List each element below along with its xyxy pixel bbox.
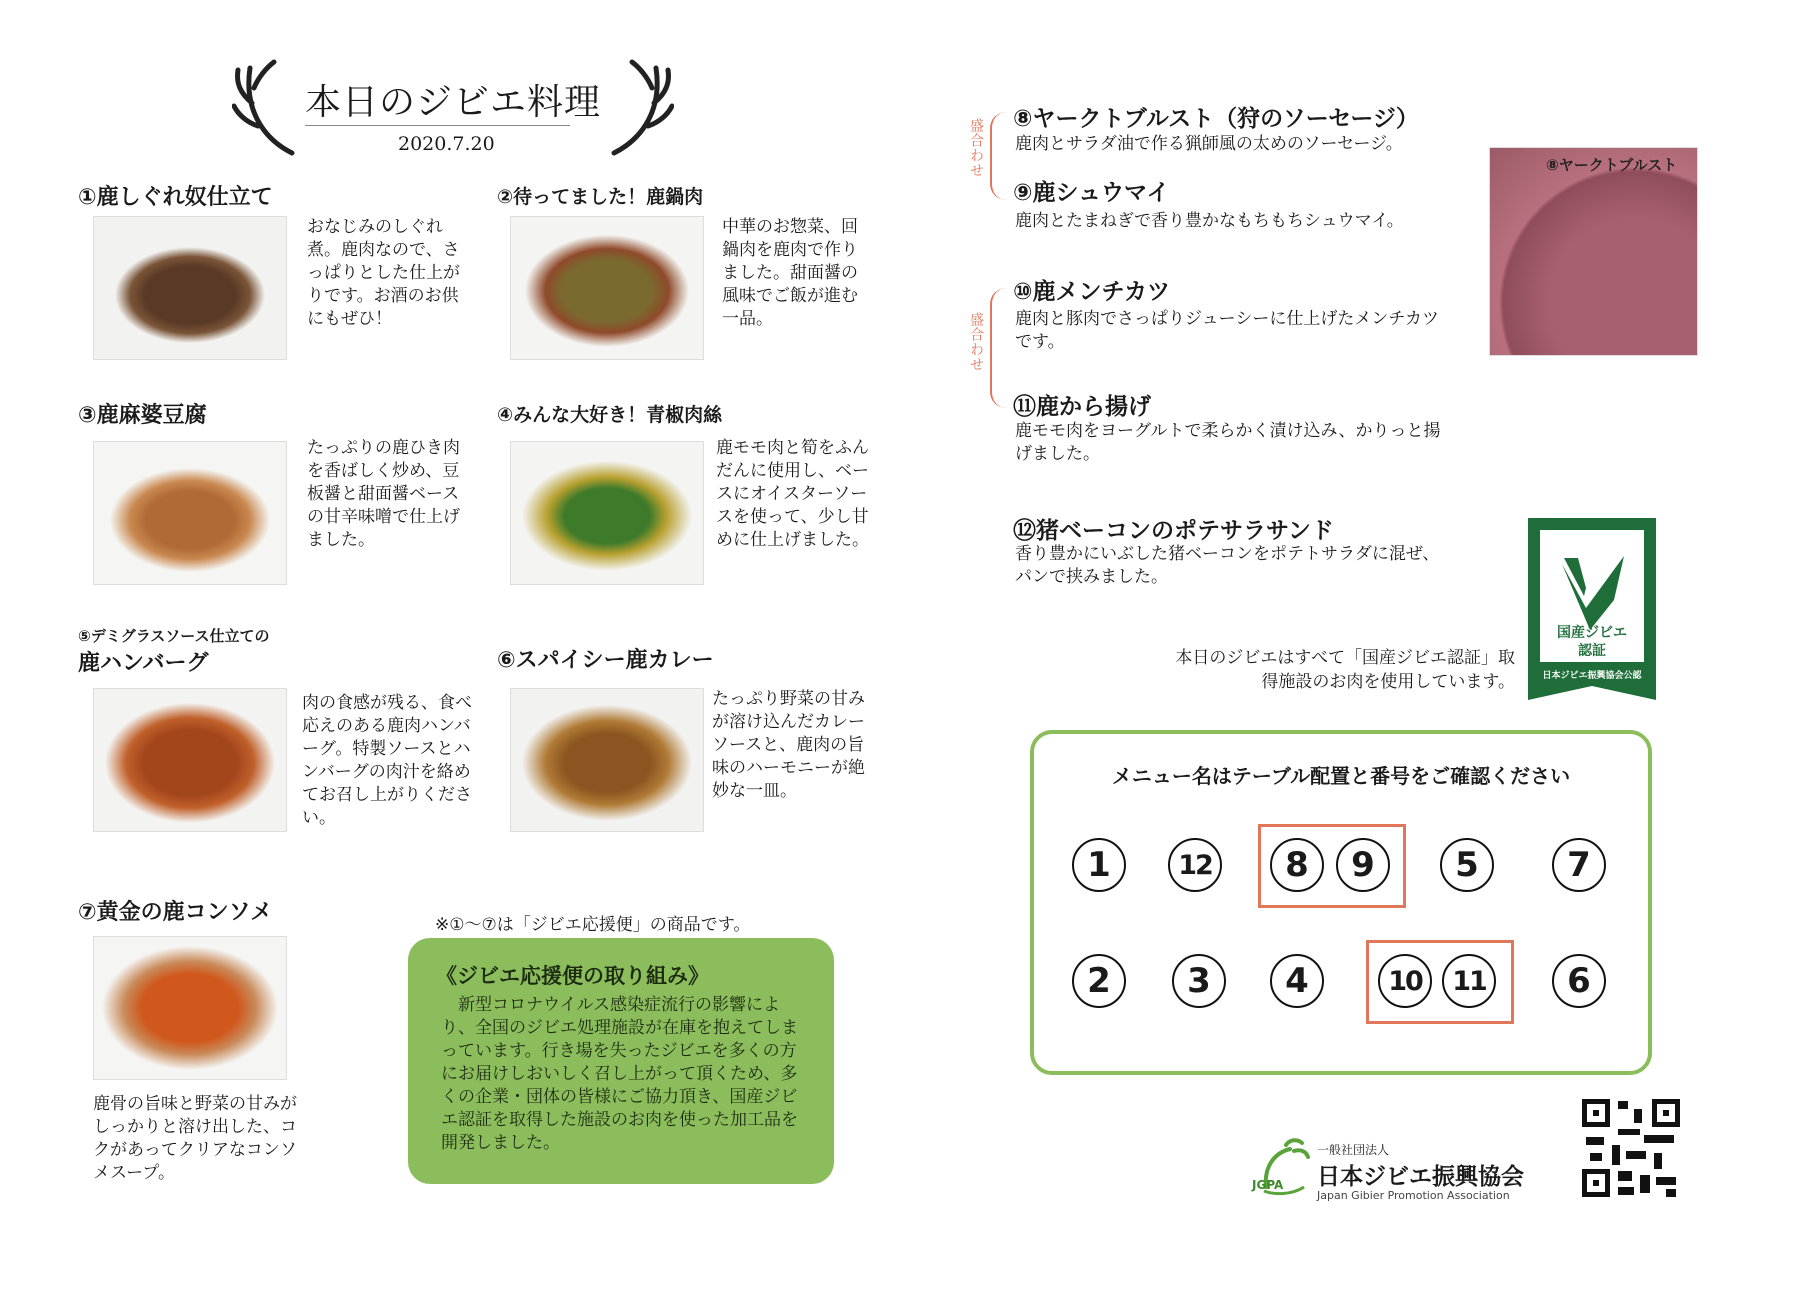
dish-6-title: ⑥スパイシー鹿カレー: [497, 648, 714, 673]
table-layout-box: [1030, 730, 1652, 1075]
qr-module: [1618, 1187, 1634, 1195]
qr-finder-tr: [1652, 1099, 1680, 1127]
table-seat-8: 8: [1270, 838, 1324, 892]
dish-6-photo: [510, 688, 704, 832]
qr-module: [1618, 1101, 1628, 1109]
qr-module: [1654, 1153, 1662, 1169]
dish-4-desc: 鹿モモ肉と筍をふんだんに使用し、ベースにオイスターソースを使って、少し甘めに仕上げました。: [716, 438, 869, 550]
cert-badge-line1: 国産ジビエ: [1557, 625, 1627, 641]
title-underline: [305, 125, 570, 126]
cert-badge-line2: 認証: [1578, 643, 1606, 659]
dish-5-title: 鹿ハンバーグ: [78, 651, 209, 676]
item-8-title: ⑧ヤークトブルスト（狩のソーセージ）: [1013, 106, 1419, 132]
qr-module: [1640, 1175, 1650, 1193]
group-label-10-11: 盛合わせ: [968, 312, 984, 372]
qr-module: [1618, 1171, 1632, 1181]
item-9-desc: 鹿肉とたまねぎで香り豊かなもちもちシュウマイ。: [1015, 211, 1404, 231]
group-bracket-10-11: [990, 288, 1006, 408]
qr-module: [1586, 1137, 1604, 1145]
qr-finder-bl: [1582, 1169, 1610, 1197]
dish-2-title: ②待ってました！鹿鍋肉: [497, 186, 704, 208]
jgpa-mark: JGPA: [1252, 1178, 1284, 1192]
cert-badge: [1528, 518, 1656, 700]
item-11-title: ⑪鹿から揚げ: [1013, 394, 1151, 420]
qr-module: [1626, 1151, 1646, 1159]
table-seat-7: 7: [1552, 838, 1606, 892]
left-antler-icon: [232, 48, 302, 158]
dish-4-photo: [510, 441, 704, 585]
sausage-photo: [1489, 147, 1698, 356]
page-title: 本日のジビエ料理: [305, 82, 602, 123]
item-11-desc: 鹿モモ肉をヨーグルトで柔らかく漬け込み、かりっと揚げました。: [1015, 421, 1441, 464]
qr-module: [1618, 1129, 1640, 1135]
table-layout-heading: メニュー名はテーブル配置と番号をご確認ください: [1111, 764, 1571, 788]
dish-3-title: ③鹿麻婆豆腐: [78, 403, 207, 428]
support-box: [408, 938, 834, 1184]
table-seat-9: 9: [1336, 838, 1390, 892]
dish-7-desc: 鹿骨の旨味と野菜の甘みがしっかりと溶け出した、コクがあってクリアなコンソメスープ。: [93, 1094, 297, 1183]
table-seat-12: 12: [1168, 838, 1222, 892]
dish-1-title: ①鹿しぐれ奴仕立て: [78, 185, 273, 210]
item-10-title: ⑩鹿メンチカツ: [1013, 279, 1171, 305]
dish-5-subtitle: ⑤デミグラスソース仕立ての: [78, 627, 270, 645]
dish-7-photo: [93, 936, 287, 1080]
item-12-desc: 香り豊かにいぶした猪ベーコンをポテトサラダに混ぜ、パンで挟みました。: [1015, 544, 1440, 587]
dish-5-desc: 肉の食感が残る、食べ応えのある鹿肉ハンバーグ。特製ソースとハンバーグの肉汁を絡めてお召し上がりください。: [302, 693, 472, 828]
dish-1-desc: おなじみのしぐれ煮。鹿肉なので、さっぱりとした仕上がりです。お酒のお供にもぜひ！: [307, 217, 460, 329]
qr-module: [1612, 1145, 1620, 1165]
item-8-desc: 鹿肉とサラダ油で作る猟師風の太めのソーセージ。: [1015, 134, 1403, 154]
qr-module: [1644, 1135, 1674, 1143]
item-10-desc: 鹿肉と豚肉でさっぱりジューシーに仕上げたメンチカツです。: [1015, 309, 1439, 352]
qr-module: [1634, 1109, 1642, 1123]
qr-module: [1666, 1189, 1676, 1197]
table-seat-2: 2: [1072, 954, 1126, 1008]
cert-badge-footer: 日本ジビエ振興協会公認: [1542, 671, 1642, 681]
menu-date: 2020.7.20: [398, 133, 495, 155]
support-body: 新型コロナウイルス感染症流行の影響により、全国のジビエ処理施設が在庫を抱えてしまっています。行き場を失ったジビエを多くの方にお届けしおいしく召し上がって頂くため、多くの企業・団体の皆様にご協力頂き、国産ジビエ認証を取得した施設のお肉を使った加工品を開発しました。: [441, 995, 798, 1153]
dish-1-photo: [93, 216, 287, 360]
qr-module: [1656, 1177, 1676, 1185]
group-label-8-9: 盛合わせ: [968, 118, 984, 178]
table-seat-4: 4: [1270, 954, 1324, 1008]
item-9-title: ⑨鹿シュウマイ: [1013, 180, 1170, 206]
support-title: 《ジビエ応援便の取り組み》: [436, 964, 709, 988]
item-12-title: ⑫猪ベーコンのポテサラサンド: [1013, 518, 1334, 544]
qr-code[interactable]: [1582, 1099, 1680, 1197]
dish-2-photo: [510, 216, 704, 360]
org-english: Japan Gibier Promotion Association: [1317, 1189, 1510, 1202]
table-seat-6: 6: [1552, 954, 1606, 1008]
table-seat-5: 5: [1440, 838, 1494, 892]
qr-module: [1590, 1153, 1602, 1161]
table-seat-1: 1: [1072, 838, 1126, 892]
group-bracket-8-9: [990, 112, 1006, 200]
dish-6-desc: たっぷり野菜の甘みが溶け込んだカレーソースと、鹿肉の旨味のハーモニーが絶妙な一皿。: [712, 689, 865, 801]
cert-text: 本日のジビエはすべて「国産ジビエ認証」取得施設のお肉を使用しています。: [1175, 648, 1515, 692]
table-seat-3: 3: [1172, 954, 1226, 1008]
dish-3-photo: [93, 441, 287, 585]
dish-7-title: ⑦黄金の鹿コンソメ: [78, 900, 273, 925]
dish-2-desc: 中華のお惣菜、回鍋肉を鹿肉で作りました。甜面醤の風味でご飯が進む一品。: [722, 217, 858, 329]
dish-3-desc: たっぷりの鹿ひき肉を香ばしく炒め、豆板醤と甜面醤ベースの甘辛味噌で仕上げました。: [307, 438, 460, 550]
sausage-photo-label: ⑧ヤークトブルスト: [1546, 156, 1678, 174]
org-name: 日本ジビエ振興協会: [1317, 1164, 1524, 1190]
table-seat-10: 10: [1378, 954, 1432, 1008]
right-antler-icon: [604, 48, 674, 158]
org-small: 一般社団法人: [1317, 1143, 1390, 1157]
table-seat-11: 11: [1442, 954, 1496, 1008]
support-note: ※①～⑦は「ジビエ応援便」の商品です。: [435, 915, 751, 935]
dish-4-title: ④みんな大好き！青椒肉絲: [497, 404, 723, 426]
dish-5-photo: [93, 688, 287, 832]
qr-finder-tl: [1582, 1099, 1610, 1127]
